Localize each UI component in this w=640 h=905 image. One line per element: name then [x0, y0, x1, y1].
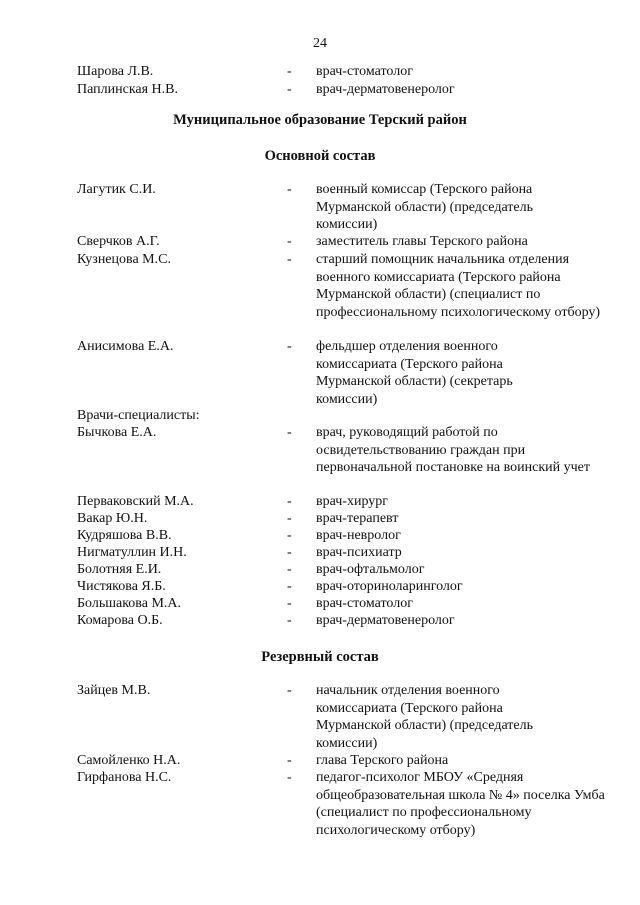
member-role: военный комиссар (Терского района Мурманской области) (председатель комиссии)	[316, 182, 534, 232]
member-role: врач-невролог	[316, 528, 401, 543]
separator-dash: -	[287, 234, 292, 249]
member-role: врач-офтальмолог	[316, 562, 425, 577]
specialists-label: Врачи-специалисты:	[77, 408, 200, 423]
member-name: Большакова М.А.	[77, 596, 182, 611]
section-title: Резервный состав	[261, 649, 379, 665]
member-name: Гирфанова Н.С.	[77, 770, 172, 785]
section-title: Основной состав	[264, 148, 376, 164]
separator-dash: -	[287, 494, 292, 509]
member-name: Лагутик С.И.	[77, 182, 156, 197]
separator-dash: -	[287, 596, 292, 611]
member-name: Нигматуллин И.Н.	[77, 545, 187, 560]
member-role: врач-психиатр	[316, 545, 402, 560]
separator-dash: -	[287, 64, 292, 79]
member-name: Вакар Ю.Н.	[77, 511, 148, 526]
member-name: Анисимова Е.А.	[77, 339, 174, 354]
separator-dash: -	[287, 528, 292, 543]
separator-dash: -	[287, 753, 292, 768]
page-number: 24	[313, 36, 327, 51]
member-name: Сверчков А.Г.	[77, 234, 160, 249]
member-role: педагог-психолог МБОУ «Средняя общеобразовательная школа № 4» поселка Умба (специалист по профессиональному психологическому отбору)	[316, 770, 605, 838]
member-name: Кузнецова М.С.	[77, 252, 171, 267]
member-role: врач, руководящий работой по освидетельствованию граждан при первоначальной постановке на воинский учет	[316, 425, 591, 475]
member-name: Болотняя Е.И.	[77, 562, 162, 577]
member-role: врач-оториноларинголог	[316, 579, 463, 594]
separator-dash: -	[287, 425, 292, 440]
member-role: врач-стоматолог	[316, 64, 413, 79]
member-name: Перваковский М.А.	[77, 494, 194, 509]
member-name: Шарова Л.В.	[77, 64, 154, 79]
member-role: врач-терапевт	[316, 511, 399, 526]
member-name: Самойленко Н.А.	[77, 753, 181, 768]
member-name: Кудряшова В.В.	[77, 528, 172, 543]
separator-dash: -	[287, 613, 292, 628]
separator-dash: -	[287, 511, 292, 526]
separator-dash: -	[287, 339, 292, 354]
member-role: начальник отделения военного комиссариата (Терского района Мурманской области) (председатель комиссии)	[316, 683, 534, 751]
member-role: врач-стоматолог	[316, 596, 413, 611]
separator-dash: -	[287, 545, 292, 560]
separator-dash: -	[287, 252, 292, 267]
member-role: врач-хирург	[316, 494, 389, 509]
separator-dash: -	[287, 770, 292, 785]
member-role: врач-дерматовенеролог	[316, 82, 455, 97]
member-role: старший помощник начальника отделения военного комиссариата (Терского района Мурманской области) (специалист по профессиональному психологическому отбору)	[316, 252, 601, 320]
separator-dash: -	[287, 182, 292, 197]
member-name: Паплинская Н.В.	[77, 82, 179, 97]
member-name: Зайцев М.В.	[77, 683, 151, 698]
member-role: глава Терского района	[316, 753, 449, 768]
separator-dash: -	[287, 562, 292, 577]
municipality-title: Муниципальное образование Терский район	[173, 112, 467, 128]
member-name: Бычкова Е.А.	[77, 425, 157, 440]
separator-dash: -	[287, 579, 292, 594]
member-role: фельдшер отделения военного комиссариата (Терского района Мурманской области) (секретарь комиссии)	[316, 339, 513, 407]
member-role: заместитель главы Терского района	[316, 234, 528, 249]
separator-dash: -	[287, 683, 292, 698]
member-role: врач-дерматовенеролог	[316, 613, 455, 628]
member-name: Чистякова Я.Б.	[77, 579, 166, 594]
member-name: Комарова О.Б.	[77, 613, 163, 628]
separator-dash: -	[287, 82, 292, 97]
